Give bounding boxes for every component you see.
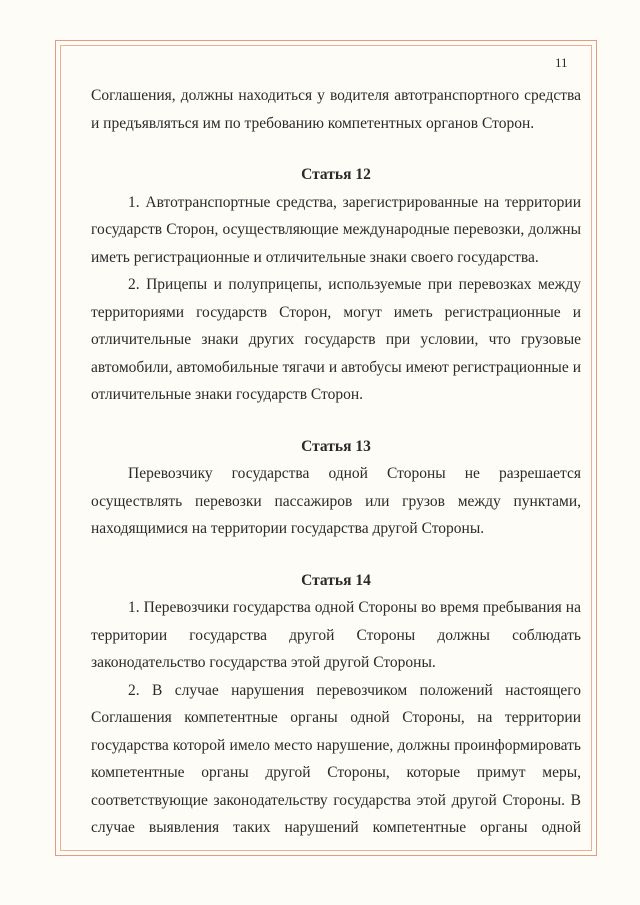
article-14-paragraph-2: 2. В случае нарушения перевозчиком положений настоящего Соглашения компетентные органы одной Стороны, на территории государства которой имело место нарушение, должны проинформировать компетентные органы другой Стороны, которые примут меры, соответствующие законодательству государства этой другой Стороны. В случае выявления таких нарушений компетентные органы одной [91,681,581,836]
article-12-heading: Статья 12 [301,166,371,183]
article-14-paragraph-1: 1. Перевозчики государства одной Стороны во время пребывания на территории государства другой Стороны должны соблюдать законодательство государства этой другой Стороны. [91,599,581,671]
article-14-heading: Статья 14 [301,571,371,589]
article-13-paragraph-1: Перевозчику государства одной Стороны не разрешается осуществлять перевозки пассажиров или грузов между пунктами, находящимися на территории государства другой Стороны. [91,465,581,537]
article-12-paragraph-2: 2. Прицепы и полуприцепы, используемые при перевозках между территориями государств Сторон, могут иметь регистрационные и отличительные знаки других государств при условии, что грузовые автомобили, автомобильные тягачи и автобусы имеют регистрационные и отличительные знаки государств Сторон. [91,276,581,403]
paragraph-intro: Соглашения, должны находиться у водителя автотранспортного средства и предъявляться им по требованию компетентных органов Сторон. [91,87,581,132]
article-13-heading: Статья 13 [301,437,371,455]
document-body [91,82,581,842]
page-number: 11 [555,55,568,70]
article-12-paragraph-1: 1. Автотранспортные средства, зарегистрированные на территории государств Сторон, осуществляющие международные перевозки, должны иметь регистрационные и отличительные знаки своего государства. [91,193,581,266]
